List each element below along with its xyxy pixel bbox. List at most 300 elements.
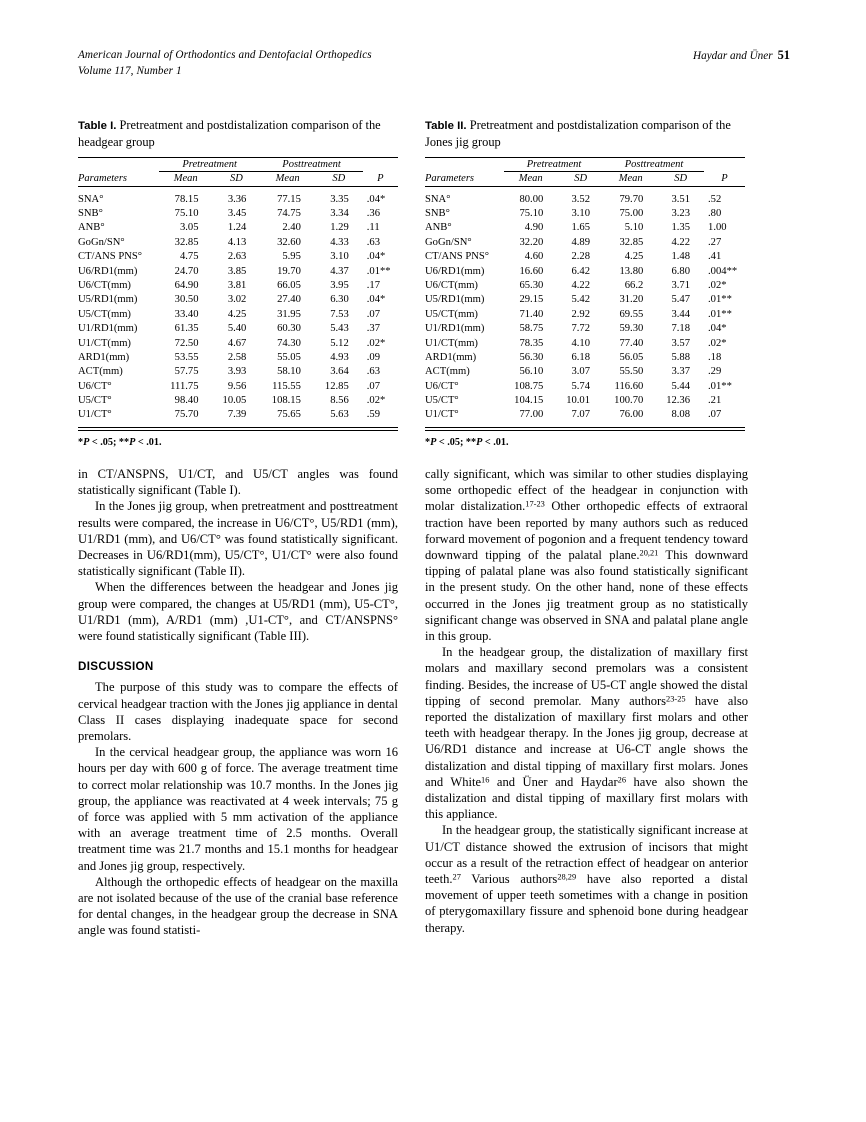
cell-post-mean: 75.00 — [619, 207, 644, 219]
table-row — [78, 264, 398, 278]
cell-parameter: U1/CT° — [425, 409, 459, 421]
table-one — [78, 157, 398, 422]
reference-marker: 27 — [452, 872, 461, 882]
table-two-body — [425, 186, 745, 422]
table-two-caption — [425, 118, 745, 150]
cell-pre-sd: 3.07 — [571, 366, 591, 378]
table-two-label: Table II. — [425, 120, 467, 132]
cell-parameter: GoGn/SN° — [78, 236, 125, 248]
cell-post-sd: 3.95 — [330, 279, 349, 291]
cell-post-mean: 116.60 — [614, 380, 644, 392]
col-header-pre-sd: SD — [574, 173, 588, 185]
cell-pre-sd: 2.28 — [571, 251, 591, 263]
running-head-right — [693, 48, 790, 65]
spacer-cell-p — [704, 158, 745, 172]
cell-post-mean: 74.75 — [277, 207, 301, 219]
table-one-head — [78, 158, 398, 186]
paragraph-continued: in CT/ANSPNS, U1/CT, and U5/CT angles was found statistically significant (Table I). — [78, 467, 398, 498]
cell-pre-mean: 16.60 — [519, 265, 544, 277]
table-two-caption-text: Pretreatment and postdistalization comparison of the Jones jig group — [425, 118, 731, 149]
col-header-post-mean: Mean — [275, 173, 300, 185]
table-row — [78, 322, 398, 336]
cell-parameter: ACT(mm) — [425, 366, 470, 378]
cell-parameter: U5/CT(mm) — [425, 308, 478, 320]
cell-post-mean: 66.2 — [624, 279, 644, 291]
table-row — [425, 393, 745, 407]
author-names: Haydar and Üner — [693, 50, 773, 62]
col-header-parameters: Parameters — [425, 173, 474, 185]
cell-pre-mean: 111.75 — [170, 380, 199, 392]
cell-pre-sd: 3.85 — [227, 265, 247, 277]
cell-p: .63 — [366, 236, 381, 248]
group-header-posttreatment: Posttreatment — [604, 158, 704, 172]
cell-post-mean: 32.60 — [277, 236, 301, 248]
cell-post-mean: 27.40 — [277, 294, 301, 306]
cell-parameter: ARD1(mm) — [78, 351, 130, 363]
spacer-cell-p — [363, 158, 398, 172]
cell-post-mean: 60.30 — [277, 323, 301, 335]
footnote-asterisk: * — [425, 437, 431, 449]
cell-pre-mean: 32.85 — [174, 236, 199, 248]
table-one-block — [78, 118, 398, 449]
cell-post-sd: 4.93 — [330, 351, 349, 363]
cell-post-sd: 3.64 — [330, 366, 349, 378]
cell-post-sd: 12.85 — [324, 380, 349, 392]
cell-p: .02* — [366, 395, 386, 407]
cell-post-sd: 6.30 — [330, 294, 349, 306]
table-row — [78, 408, 398, 422]
table-row — [78, 365, 398, 379]
table-one-group-header-row — [78, 158, 398, 172]
footnote-p-symbol: P — [430, 437, 437, 449]
cell-post-mean: 100.70 — [614, 395, 644, 407]
cell-p: .04* — [708, 323, 727, 335]
cell-post-mean: 5.95 — [282, 251, 301, 263]
cell-post-sd: 3.57 — [671, 337, 691, 349]
table-row — [425, 365, 745, 379]
cell-pre-mean: 57.75 — [174, 366, 199, 378]
reference-marker: 20,21 — [639, 548, 659, 558]
table-row — [425, 206, 745, 220]
cell-post-sd: 3.10 — [330, 251, 349, 263]
col-header-post-sd: SD — [674, 173, 688, 185]
cell-parameter: U5/CT° — [425, 395, 459, 407]
cell-pre-sd: 10.05 — [222, 395, 247, 407]
cell-pre-mean: 71.40 — [519, 308, 544, 320]
footnote-p-symbol-2: P — [476, 437, 483, 449]
cell-post-sd: 5.12 — [330, 337, 349, 349]
col-header-post-sd: SD — [332, 173, 346, 185]
cell-post-sd: 8.56 — [330, 395, 349, 407]
table-one-caption-text: Pretreatment and postdistalization comparison of the headgear group — [78, 118, 381, 149]
cell-parameter: GoGn/SN° — [425, 236, 472, 248]
reference-marker: 26 — [617, 775, 627, 785]
cell-pre-mean: 30.50 — [174, 294, 199, 306]
cell-pre-sd: 6.42 — [571, 265, 591, 277]
cell-p: .01** — [708, 380, 732, 392]
text-run: have also reported the distalization of maxillary first molars and other teeth with headgear therapy. In the Jones jig group, decrease at U6/RD1 distance and increase at U6-CT angle shows the distalization and distal tipping of maxillary first molars. Jones and White — [425, 693, 748, 789]
table-row — [425, 235, 745, 249]
table-row — [425, 293, 745, 307]
cell-p: .07 — [708, 409, 722, 421]
cell-pre-mean: 64.90 — [174, 279, 199, 291]
cell-post-sd: 12.36 — [666, 395, 691, 407]
cell-parameter: U6/RD1(mm) — [78, 265, 138, 277]
paragraph-orthopedic-effects: Although the orthopedic effects of headgear on the maxilla are not isolated because of the use of the cranial base reference for dental changes, in the headgear group the decrease in SNA angle was found statisti- — [78, 874, 398, 938]
cell-pre-mean: 78.15 — [174, 193, 199, 205]
cell-p: .09 — [366, 351, 381, 363]
running-head-left — [78, 48, 372, 79]
cell-post-mean: 31.95 — [277, 308, 301, 320]
cell-p: .04* — [366, 251, 386, 263]
footnote-asterisk: * — [78, 437, 84, 449]
cell-post-sd: 5.43 — [330, 323, 349, 335]
cell-post-sd: 3.23 — [671, 207, 691, 219]
cell-pre-mean: 75.70 — [174, 409, 199, 421]
cell-post-sd: 8.08 — [671, 409, 691, 421]
cell-p: .36 — [366, 207, 381, 219]
cell-post-sd: 1.29 — [330, 222, 349, 234]
cell-p: .17 — [366, 279, 381, 291]
table-row — [78, 206, 398, 220]
cell-post-sd: 5.47 — [671, 294, 691, 306]
reference-marker: 17-23 — [525, 499, 545, 509]
table-row — [78, 186, 398, 206]
cell-post-mean: 13.80 — [619, 265, 644, 277]
table-row — [425, 221, 745, 235]
cell-pre-sd: 3.93 — [227, 366, 247, 378]
table-two — [425, 157, 745, 422]
table-two-bottom-rule — [425, 427, 745, 431]
cell-post-mean: 5.10 — [624, 222, 644, 234]
cell-pre-sd: 4.67 — [227, 337, 247, 349]
paragraph-headgear-distalization — [425, 644, 748, 822]
cell-pre-sd: 6.18 — [571, 351, 591, 363]
cell-parameter: U5/RD1(mm) — [78, 294, 138, 306]
cell-pre-sd: 7.39 — [227, 409, 247, 421]
paragraph-group-differences: When the differences between the headgear and Jones jig group were compared, the changes at U5/RD1 (mm), U5-CT°, U1/RD1 (mm), A/RD1 (mm) ,U1-CT°, and CT/ANSPNS° were found statistically significant (Table III). — [78, 580, 398, 644]
cell-pre-sd: 3.36 — [227, 193, 247, 205]
cell-parameter: U5/RD1(mm) — [425, 294, 485, 306]
col-header-parameters: Parameters — [78, 173, 127, 185]
cell-pre-sd: 3.02 — [227, 294, 247, 306]
cell-pre-mean: 56.10 — [519, 366, 544, 378]
paragraph-purpose: The purpose of this study was to compare the effects of cervical headgear traction with the Jones jig appliance in dental Class II cases displaying inadequate space for second premolars. — [78, 680, 398, 744]
cell-pre-sd: 4.22 — [571, 279, 591, 291]
cell-pre-mean: 29.15 — [519, 294, 544, 306]
footnote-p-symbol: P — [83, 437, 90, 449]
table-row — [425, 350, 745, 364]
cell-post-sd: 7.18 — [671, 323, 691, 335]
cell-parameter: SNA° — [78, 193, 104, 205]
cell-p: .01** — [708, 294, 732, 306]
cell-post-mean: 55.05 — [277, 351, 301, 363]
cell-post-mean: 77.40 — [619, 337, 644, 349]
cell-p: .29 — [708, 366, 722, 378]
paragraph-orthopedic-effects-cont — [425, 466, 748, 644]
footnote-middle: < .05; ** — [436, 437, 477, 449]
col-header-pre-mean: Mean — [518, 173, 543, 185]
table-row — [425, 408, 745, 422]
cell-p: .18 — [708, 351, 722, 363]
cell-pre-mean: 104.15 — [514, 395, 544, 407]
text-run: have also reported a distal movement of upper teeth sometimes with a change in position of pterygomaxillary fissure and sphenoid bone during headgear therapy. — [425, 872, 748, 935]
table-row — [78, 250, 398, 264]
volume-issue: Volume 117, Number 1 — [78, 64, 182, 77]
cell-p: .52 — [708, 193, 722, 205]
table-two-group-header-row — [425, 158, 745, 172]
cell-parameter: ANB° — [425, 222, 452, 234]
table-row — [78, 235, 398, 249]
table-row — [78, 307, 398, 321]
spacer-cell — [78, 158, 159, 172]
cell-pre-mean: 108.75 — [514, 380, 544, 392]
cell-post-mean: 66.05 — [277, 279, 301, 291]
table-one-label: Table I. — [78, 120, 117, 132]
body-column-left — [78, 466, 398, 939]
table-row — [78, 278, 398, 292]
cell-p: .41 — [708, 251, 722, 263]
page-number: 51 — [777, 48, 790, 62]
cell-p: .04* — [366, 193, 386, 205]
cell-post-sd: 3.34 — [330, 207, 349, 219]
table-row — [425, 336, 745, 350]
cell-post-mean: 76.00 — [619, 409, 644, 421]
cell-pre-sd: 3.10 — [571, 207, 591, 219]
cell-parameter: U5/CT(mm) — [78, 308, 131, 320]
cell-pre-mean: 58.75 — [519, 323, 544, 335]
cell-pre-mean: 32.20 — [519, 236, 544, 248]
cell-parameter: SNA° — [425, 193, 451, 205]
table-row — [78, 221, 398, 235]
cell-post-sd: 5.44 — [671, 380, 691, 392]
text-run: In the headgear group, the distalization of maxillary first molars and maxillary second premolars was a consistent finding. Besides, the increase of U5-CT angle showed the distal tipping of second premolar. Many authors — [425, 645, 748, 708]
table-row — [78, 293, 398, 307]
paragraph-incisor-extrusion — [425, 822, 748, 935]
cell-pre-mean: 78.35 — [519, 337, 544, 349]
cell-parameter: ARD1(mm) — [425, 351, 477, 363]
paragraph-jones-jig-results: In the Jones jig group, when pretreatment and posttreatment results were compared, the increase in U6/CT°, U5/RD1 (mm), U1/RD1 (mm), and U6/CT° was found statistically significant. Decreases in U6/RD1(mm), U5/CT°, U1/CT° were also found statistically significant (Table II). — [78, 499, 398, 579]
cell-parameter: U6/CT(mm) — [425, 279, 478, 291]
table-one-body — [78, 186, 398, 422]
cell-p: .004** — [708, 265, 738, 277]
table-row — [425, 307, 745, 321]
cell-p: .02* — [708, 279, 727, 291]
table-row — [78, 379, 398, 393]
cell-p: 1.00 — [708, 222, 727, 234]
cell-pre-sd: 2.58 — [227, 351, 247, 363]
table-row — [425, 278, 745, 292]
col-header-pre-mean: Mean — [173, 173, 198, 185]
table-row — [425, 250, 745, 264]
text-run: Other orthopedic effects of extraoral traction have been reported by many authors such as reduced forward movement of pogonion and a frequent tendency toward downward tipping of the palatal plane. — [425, 499, 748, 563]
cell-post-sd: 3.51 — [671, 193, 691, 205]
text-run: and Üner and Haydar — [489, 774, 618, 789]
cell-p: .02* — [708, 337, 727, 349]
cell-post-mean: 59.30 — [619, 323, 644, 335]
col-header-p: P — [721, 173, 728, 185]
cell-pre-sd: 7.07 — [571, 409, 591, 421]
cell-parameter: U1/CT(mm) — [78, 337, 131, 349]
journal-title: American Journal of Orthodontics and Dentofacial Orthopedics — [78, 49, 372, 61]
cell-p: .27 — [708, 236, 722, 248]
cell-post-sd: 7.53 — [330, 308, 349, 320]
footnote-middle: < .05; ** — [89, 437, 130, 449]
cell-pre-sd: 3.52 — [571, 193, 591, 205]
cell-parameter: U6/RD1(mm) — [425, 265, 485, 277]
cell-pre-mean: 33.40 — [174, 308, 199, 320]
reference-marker: 28,29 — [557, 872, 577, 882]
cell-post-mean: 108.15 — [271, 395, 301, 407]
cell-post-sd: 4.37 — [330, 265, 349, 277]
cell-pre-sd: 5.74 — [571, 380, 591, 392]
table-two-column-header-row — [425, 172, 745, 186]
cell-p: .01** — [366, 265, 391, 277]
cell-p: .07 — [366, 308, 381, 320]
cell-pre-sd: 5.42 — [571, 294, 591, 306]
text-run: In the headgear group, the statistically significant increase at U1/CT distance showed the extrusion of incisors that might occur as a result of the retraction effect of headgear on anterior teeth. — [425, 823, 748, 887]
cell-p: .04* — [366, 294, 386, 306]
cell-post-sd: 3.44 — [671, 308, 691, 320]
cell-pre-sd: 2.92 — [571, 308, 591, 320]
col-header-post-mean: Mean — [618, 173, 643, 185]
cell-post-mean: 31.20 — [619, 294, 644, 306]
cell-pre-mean: 4.75 — [179, 251, 199, 263]
cell-post-mean: 2.40 — [282, 222, 301, 234]
group-header-pretreatment: Pretreatment — [504, 158, 604, 172]
cell-post-mean: 4.25 — [624, 251, 644, 263]
cell-parameter: CT/ANS PNS° — [78, 251, 142, 263]
text-run: cally significant, which was similar to other studies displaying some orthopedic effect of the headgear in conjunction with molar distalization. — [425, 467, 748, 514]
table-row — [425, 379, 745, 393]
cell-parameter: U6/CT(mm) — [78, 279, 131, 291]
cell-parameter: U6/CT° — [425, 380, 459, 392]
footnote-end: < .01. — [482, 437, 509, 449]
cell-pre-mean: 4.60 — [524, 251, 544, 263]
table-one-footnote — [78, 436, 398, 449]
table-one-caption — [78, 118, 398, 150]
group-header-pretreatment: Pretreatment — [159, 158, 260, 172]
cell-pre-mean: 3.05 — [179, 222, 199, 234]
cell-pre-sd: 10.01 — [566, 395, 591, 407]
text-run: This downward tipping of palatal plane was also found statistically significant in the present study. On the other hand, none of these effects occurred in the Jones jig treatment group as no statistically significant change was observed in SNA and palatal plane angle in this group. — [425, 548, 748, 644]
cell-post-sd: 6.80 — [671, 265, 691, 277]
cell-parameter: CT/ANS PNS° — [425, 251, 489, 263]
cell-post-sd: 4.22 — [671, 236, 691, 248]
table-row — [425, 264, 745, 278]
cell-post-mean: 74.30 — [277, 337, 301, 349]
cell-p: .59 — [366, 409, 381, 421]
cell-post-mean: 56.05 — [619, 351, 644, 363]
cell-post-mean: 32.85 — [619, 236, 644, 248]
cell-pre-mean: 72.50 — [174, 337, 199, 349]
cell-pre-mean: 98.40 — [174, 395, 199, 407]
cell-p: .11 — [366, 222, 380, 234]
cell-pre-sd: 9.56 — [227, 380, 247, 392]
cell-pre-sd: 4.89 — [571, 236, 591, 248]
cell-post-sd: 4.33 — [330, 236, 349, 248]
cell-post-sd: 5.63 — [330, 409, 349, 421]
cell-parameter: U1/CT° — [78, 409, 112, 421]
cell-pre-mean: 75.10 — [519, 207, 544, 219]
cell-pre-mean: 80.00 — [519, 193, 544, 205]
running-head — [78, 48, 790, 84]
cell-pre-mean: 56.30 — [519, 351, 544, 363]
cell-pre-sd: 4.10 — [571, 337, 591, 349]
cell-pre-mean: 75.10 — [174, 207, 199, 219]
cell-pre-sd: 3.45 — [227, 207, 247, 219]
reference-marker: 23-25 — [666, 694, 686, 704]
cell-p: .01** — [708, 308, 732, 320]
cell-post-sd: 3.35 — [330, 193, 349, 205]
cell-parameter: U1/RD1(mm) — [78, 323, 138, 335]
cell-parameter: SNB° — [78, 207, 103, 219]
cell-post-mean: 58.10 — [277, 366, 301, 378]
cell-pre-sd: 1.24 — [227, 222, 247, 234]
cell-parameter: U5/CT° — [78, 395, 112, 407]
cell-post-mean: 69.55 — [619, 308, 644, 320]
cell-parameter: U6/CT° — [78, 380, 112, 392]
col-header-pre-sd: SD — [230, 173, 243, 185]
cell-pre-sd: 7.72 — [571, 323, 591, 335]
cell-p: .37 — [366, 323, 381, 335]
cell-p: .63 — [366, 366, 381, 378]
cell-pre-mean: 77.00 — [519, 409, 544, 421]
footnote-p-symbol-2: P — [129, 437, 136, 449]
cell-post-sd: 1.35 — [671, 222, 691, 234]
cell-p: .07 — [366, 380, 381, 392]
section-heading-discussion: DISCUSSION — [78, 660, 154, 674]
cell-parameter: ANB° — [78, 222, 105, 234]
cell-pre-mean: 65.30 — [519, 279, 544, 291]
cell-p: .80 — [708, 207, 722, 219]
table-two-block — [425, 118, 745, 449]
cell-pre-sd: 5.40 — [227, 323, 247, 335]
cell-parameter: U1/CT(mm) — [425, 337, 478, 349]
cell-post-sd: 3.71 — [671, 279, 691, 291]
cell-parameter: U1/RD1(mm) — [425, 323, 485, 335]
paragraph-appliance-protocol: In the cervical headgear group, the appliance was worn 16 hours per day with 600 g of force. The average treatment time to correct molar relationship was 10.7 months. In the Jones jig group, the appliance was reactivated at 4 week intervals; 75 g of force was applied with 5 mm activation of the appliance with an average treatment time of 2.5 months. Overall treatment time was 21.7 months and 15.1 months for headgear and Jones jig group, respectively. — [78, 745, 398, 873]
reference-marker: 16 — [481, 775, 490, 785]
cell-post-mean: 115.55 — [272, 380, 301, 392]
table-row — [425, 322, 745, 336]
cell-post-mean: 19.70 — [277, 265, 301, 277]
body-column-right — [425, 466, 748, 936]
cell-pre-sd: 3.81 — [227, 279, 247, 291]
cell-post-sd: 3.37 — [671, 366, 691, 378]
cell-pre-mean: 61.35 — [174, 323, 199, 335]
cell-parameter: SNB° — [425, 207, 450, 219]
table-row — [78, 336, 398, 350]
cell-pre-sd: 1.65 — [571, 222, 591, 234]
cell-pre-mean: 53.55 — [174, 351, 199, 363]
cell-p: .21 — [708, 395, 722, 407]
cell-p: .02* — [366, 337, 386, 349]
cell-post-mean: 55.50 — [619, 366, 644, 378]
cell-pre-mean: 24.70 — [174, 265, 199, 277]
cell-post-mean: 79.70 — [619, 193, 644, 205]
col-header-p: P — [377, 173, 384, 185]
cell-parameter: ACT(mm) — [78, 366, 123, 378]
cell-post-mean: 77.15 — [277, 193, 301, 205]
cell-pre-sd: 4.25 — [227, 308, 247, 320]
spacer-cell — [425, 158, 504, 172]
cell-post-mean: 75.65 — [277, 409, 301, 421]
text-run: have also shown the distalization and distal tipping of maxillary first molars with this appliance. — [425, 774, 748, 822]
group-header-posttreatment: Posttreatment — [260, 158, 362, 172]
cell-pre-mean: 4.90 — [524, 222, 544, 234]
table-one-column-header-row — [78, 172, 398, 186]
